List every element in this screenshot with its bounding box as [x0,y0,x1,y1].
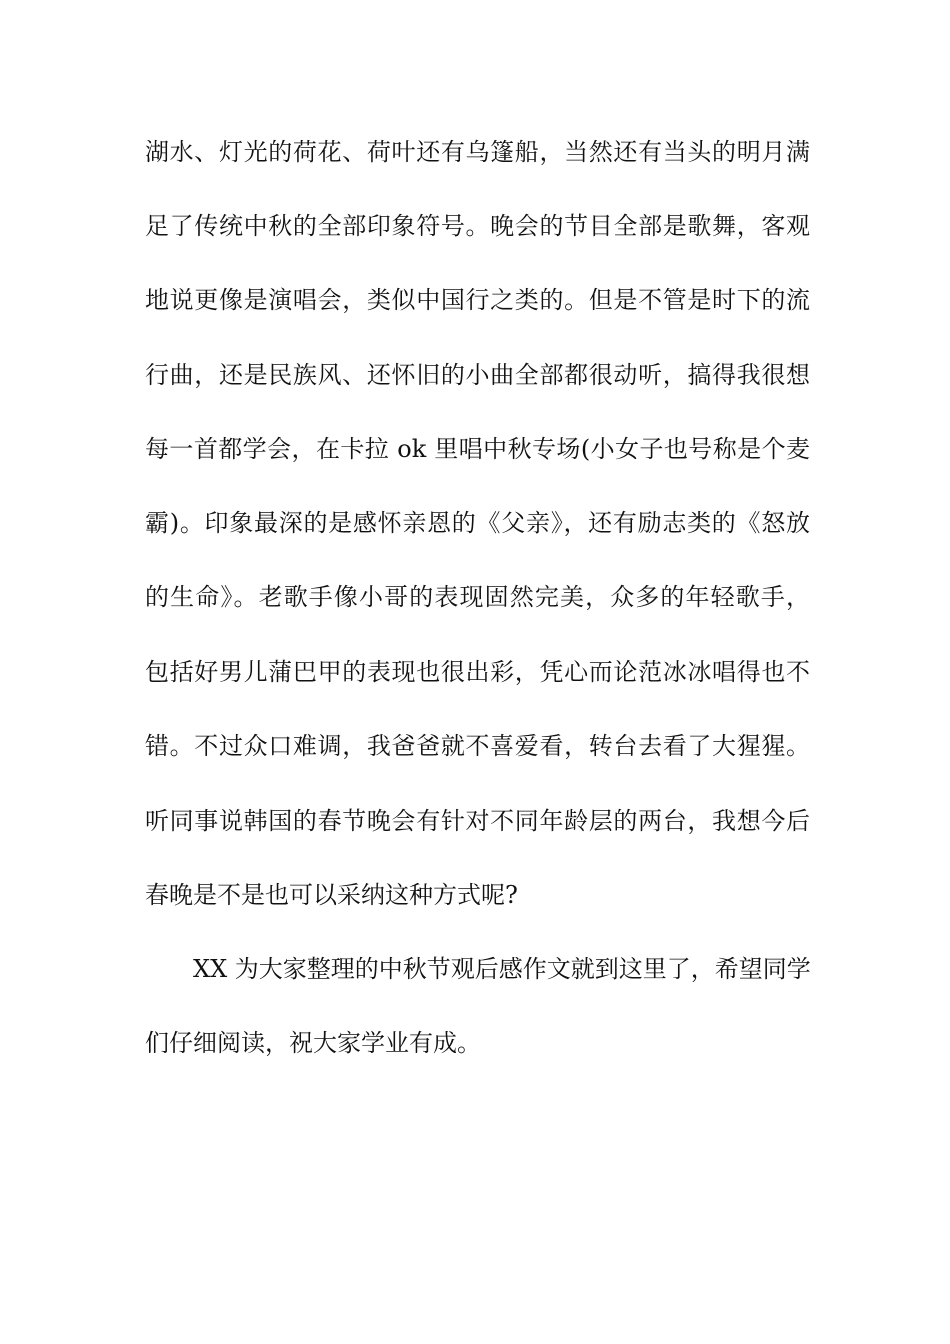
text-line: 每一首都学会，在卡拉 ok 里唱中秋专场(小女子也号称是个麦 [145,435,810,463]
text-line: 包括好男儿蒲巴甲的表现也很出彩，凭心而论范冰冰唱得也不 [145,658,810,686]
text-line: XX 为大家整理的中秋节观后感作文就到这里了，希望同学 [193,955,811,983]
text-line: 错。不过众口难调，我爸爸就不喜爱看，转台去看了大猩猩。 [145,732,810,760]
text-line: 地说更像是演唱会，类似中国行之类的。但是不管是时下的流 [145,286,810,314]
text-line: 的生命》。老歌手像小哥的表现固然完美，众多的年轻歌手， [145,583,810,611]
text-line: 春晚是不是也可以采纳这种方式呢? [145,881,518,909]
text-line: 霸)。印象最深的是感怀亲恩的《父亲》，还有励志类的《怒放 [145,509,810,537]
text-line: 听同事说韩国的春节晚会有针对不同年龄层的两台，我想今后 [145,807,810,835]
text-line: 湖水、灯光的荷花、荷叶还有乌篷船，当然还有当头的明月满 [145,138,810,166]
text-line: 足了传统中秋的全部印象符号。晚会的节目全部是歌舞，客观 [145,212,810,240]
text-line: 行曲，还是民族风、还怀旧的小曲全部都很动听，搞得我很想 [145,361,810,389]
text-line: 们仔细阅读，祝大家学业有成。 [145,1029,481,1057]
